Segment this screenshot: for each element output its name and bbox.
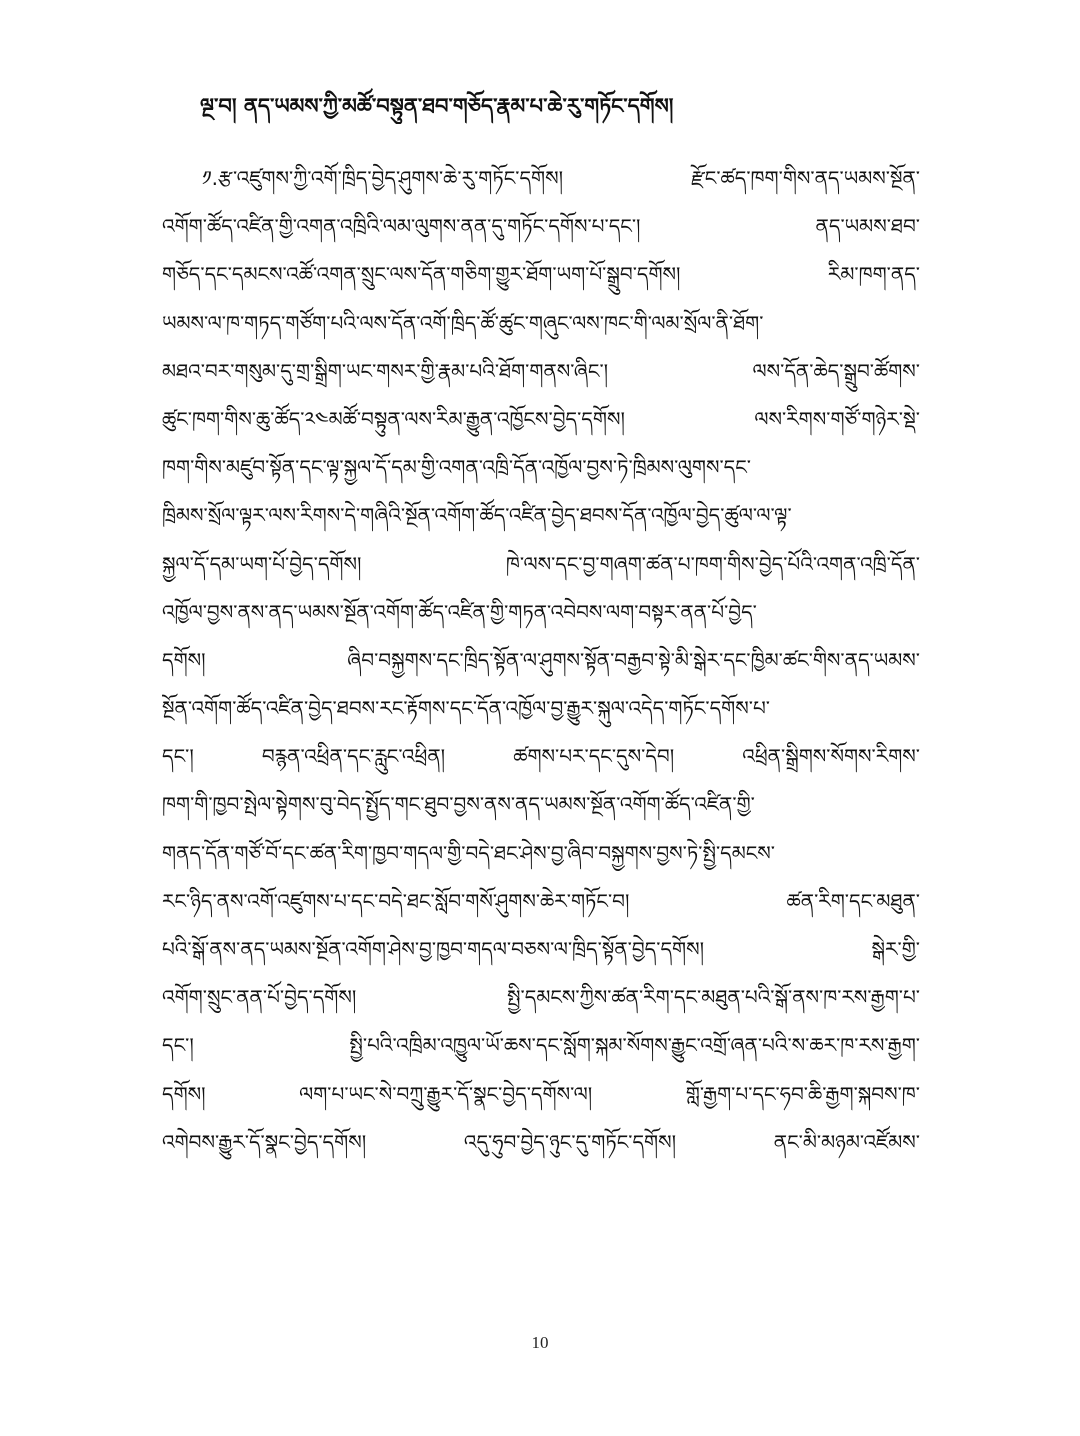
text-line: འགོག་ཚོད་འཛིན་གྱི་འགན་འཁྲིའི་ལམ་ལུགས་ནན་དུ་གཏོང་དགོས་པ་དང་། ནད་ཡམས་ཐབ་ (162, 214, 920, 239)
text-line: གནད་དོན་གཙོ་བོ་དང་ཚན་རིག་ཁྱབ་གདལ་གྱི་བདེ་ཐང་ཤེས་བྱ་ཞིབ་བསྐྱགས་བྱས་ཏེ་སྤྱི་དམངས་ (162, 840, 775, 865)
text-line: སྔོན་འགོག་ཚོད་འཛིན་བྱེད་ཐབས་རང་རྟོགས་དང་དོན་འཁྱོལ་བྱ་རྒྱུར་སྐུལ་འདེད་གཏོང་དགོས་པ་ (162, 696, 770, 721)
text-line: ཡམས་ལ་ཁ་གཏད་གཙོག་པའི་ལས་དོན་འགོ་ཁྲིད་ཚོ་ཚུང་གཞུང་ལས་ཁང་གི་ལམ་སྲོལ་ནི་ཐོག་ (162, 310, 764, 335)
text-line: ཁྲིམས་སྲོལ་ལྟར་ལས་རིགས་དེ་གཞིའི་སྔོན་འགོག་ཚོད་འཛིན་བྱེད་ཐབས་དོན་འཁྱོལ་བྱེད་ཚུལ་ལ་ལྟ་ (162, 503, 792, 528)
text-line: ཁག་གིས་མཛུབ་སྟོན་དང་ལྟ་སྐྱལ་དོ་དམ་གྱི་འགན་འཁྲི་དོན་འཁྱོལ་བྱས་ཏེ་ཁྲིམས་ལུགས་དང་ (162, 455, 751, 480)
text-line: རང་ཉིད་ནས་འགོ་འཛུགས་པ་དང་བདེ་ཐང་སློབ་གསོ་ཤུགས་ཆེར་གཏོང་བ། ཚན་རིག་དང་མཐུན་ (162, 888, 920, 913)
text-line: དགོས། ཞིབ་བསྐྱགས་དང་ཁྲིད་སྟོན་ལ་ཤུགས་སྟོན་བརྒྱབ་སྟེ་མི་སྒེར་དང་ཁྱིམ་ཚང་གིས་ནད་ཡམས་ (162, 647, 920, 672)
page-number: 10 (531, 1333, 549, 1352)
text-line: དང་། བརྙན་འཕྲིན་དང་རླུང་འཕྲིན། ཚགས་པར་དང་དུས་དེབ། འཕྲིན་སྒྲིགས་སོགས་རིགས་ (162, 744, 920, 769)
text-line: འཁྱོལ་བྱས་ནས་ནད་ཡམས་སྔོན་འགོག་ཚོད་འཛིན་གྱི་གཏན་འབེབས་ལག་བསྟར་ནན་པོ་བྱེད་ (162, 599, 757, 624)
text-line: སྐྱལ་དོ་དམ་ཡག་པོ་བྱེད་དགོས། ཁེ་ལས་དང་བྱ་གཞག་ཚན་པ་ཁག་གིས་བྱེད་པོའི་འགན་འཁྲི་དོན་ (162, 551, 920, 576)
text-line: ཁག་གི་ཁྱབ་སྤེལ་སྟེགས་བུ་བེད་སྤྱོད་གང་ཐུབ་བྱས་ནས་ནད་ཡམས་སྔོན་འགོག་ཚོད་འཛིན་གྱི་ (162, 792, 755, 817)
text-line: དང་། སྤྱི་པའི་འཁྲིམ་འཁྱུལ་ཡོ་ཆས་དང་སློག་སྐམ་སོགས་རྒྱུང་འགྲོ་ཞན་པའི་ས་ཆར་ཁ་རས་རྒྱག་ (162, 1033, 920, 1058)
section-heading: ལྔ་བ། ནད་ཡམས་ཀྱི་མཚོ་བསྟུན་ཐབ་གཅོད་རྣམ་པ་ཆེ་རུ་གཏོང་དགོས། (200, 94, 674, 118)
text-line: ཚུང་ཁག་གིས་ཆུ་ཚོད་༢༤མཚོ་བསྟུན་ལས་རིམ་རྒྱུན་འཁྱོངས་བྱེད་དགོས། ལས་རིགས་གཙོ་གཉེར་སྡེ་ (162, 406, 920, 431)
text-line: འགོག་སྲུང་ནན་པོ་བྱེད་དགོས། སྤྱི་དམངས་ཀྱིས་ཚན་རིག་དང་མཐུན་པའི་སྒོ་ནས་ཁ་རས་རྒྱག་པ་ (162, 985, 920, 1010)
text-line: ༡.རྩ་འཛུགས་ཀྱི་འགོ་ཁྲིད་བྱེད་ཤུགས་ཆེ་རུ་གཏོང་དགོས། རྫོང་ཚད་ཁག་གིས་ནད་ཡམས་སྔོན་ (202, 166, 920, 190)
text-line: མཐའ་བར་གསུམ་དུ་གྲ་སྒྲིག་ཡང་གསར་གྱི་རྣམ་པའི་ཐོག་གནས་ཞིང་། ལས་དོན་ཆེད་སྒྲུབ་ཚོགས་ (162, 358, 920, 383)
text-line: པའི་སྒོ་ནས་ནད་ཡམས་སྔོན་འགོག་ཤེས་བྱ་ཁྱབ་གདལ་བཅས་ལ་ཁྲིད་སྟོན་བྱེད་དགོས། སྒེར་གྱི་ (162, 937, 920, 961)
text-line: དགོས། ལག་པ་ཡང་སེ་བཀྲུ་རྒྱུར་དོ་སྣང་བྱེད་དགོས་ལ། གློ་རྒྱག་པ་དང་ཧབ་ཆི་རྒྱག་སྐབས་ཁ་ (162, 1081, 920, 1106)
text-line: གཅོད་དང་དམངས་འཚོ་འགན་སྲུང་ལས་དོན་གཅིག་གྱུར་ཐོག་ཡག་པོ་སྒྲུབ་དགོས། རིམ་ཁག་ནད་ (162, 262, 920, 287)
text-line: འགེབས་རྒྱུར་དོ་སྣང་བྱེད་དགོས། འདུ་ཧུབ་བྱེད་ཉུང་དུ་གཏོང་དགོས། ནང་མི་མཉམ་འཛོམས་ (162, 1129, 920, 1154)
body-paragraph (162, 154, 920, 1166)
